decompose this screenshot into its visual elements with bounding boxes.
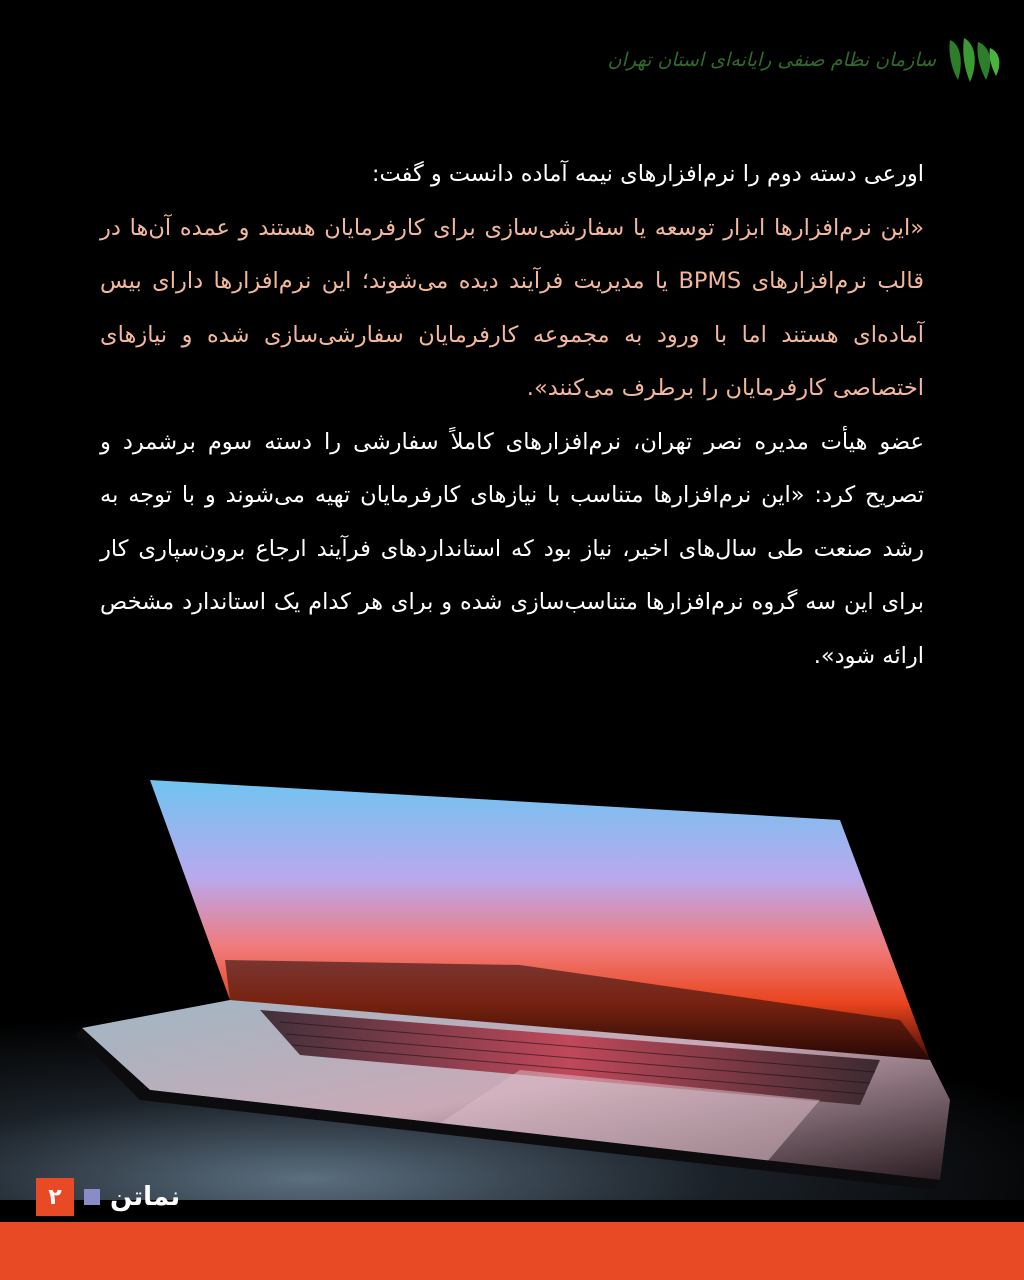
- laptop-illustration: [0, 760, 1024, 1200]
- org-logo-icon: [946, 34, 1002, 86]
- quote-paragraph: «این نرم‌افزارها ابزار توسعه یا سفارشی‌سازی برای کارفرمایان هستند و عمده آن‌ها در قالب نرم‌افزارهای BPMS یا مدیریت فرآیند دیده می‌شوند؛ این نرم‌افزارها دارای بیس آماده‌ای هستند اما با ورود به مجموعه کارفرمایان سفارشی‌سازی شده و نیازهای اختصاصی کارفرمایان را برطرف می‌کنند».: [100, 214, 924, 401]
- brand-square-icon: [84, 1189, 100, 1205]
- article-body: [100, 148, 924, 683]
- page-number: ۲: [36, 1178, 74, 1216]
- second-paragraph: عضو هیأت مدیره نصر تهران، نرم‌افزارهای کاملاً سفارشی را دسته سوم برشمرد و تصریح کرد: «این نرم‌افزارها متناسب با نیازهای کارفرمایان تهیه می‌شوند و با توجه به رشد صنعت طی سال‌های اخیر، نیاز بود که استانداردهای فرآیند ارجاع برون‌سپاری کار برای این سه گروه نرم‌افزارها متناسب‌سازی شده و برای هر کدام یک استاندارد مشخص ارائه شود».: [100, 428, 924, 669]
- header-logo: [608, 34, 1002, 86]
- logo-text: سازمان نظام صنفی رایانه‌ای استان تهران: [607, 49, 936, 71]
- intro-paragraph: اورعی دسته دوم را نرم‌افزارهای نیمه آماده دانست و گفت:: [371, 161, 924, 187]
- bottom-accent-bar: [0, 1222, 1024, 1280]
- brand-name: نماتن: [110, 1182, 181, 1212]
- footer-brand: [36, 1178, 180, 1216]
